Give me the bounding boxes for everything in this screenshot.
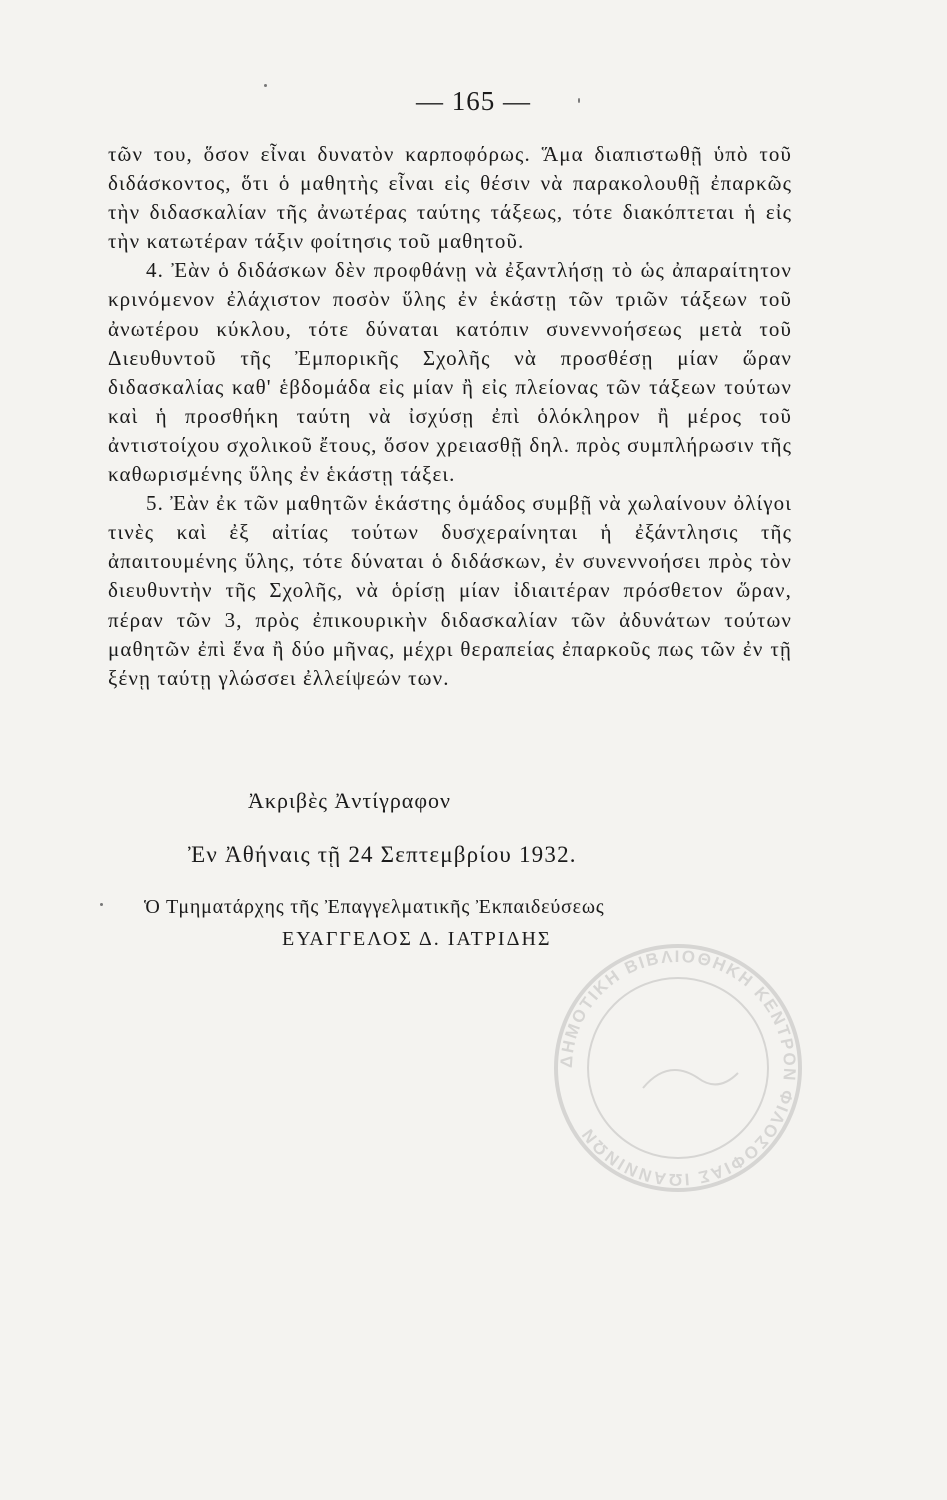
- paper-speck: [100, 903, 103, 906]
- paper-speck: [578, 98, 580, 103]
- paper-speck: [264, 84, 267, 87]
- certified-copy-note: Ἀκριβὲς Ἀντίγραφον: [248, 788, 451, 813]
- paragraph-4: 4. Ἐὰν ὁ διδάσκων δὲν προφθάνῃ νὰ ἐξαντλήσῃ τὸ ὡς ἀπαραίτητον κρινόμενον ἐλάχιστον ποσὸν ὕλης ἐν ἑκάστῃ τῶν τριῶν τάξεων τοῦ ἀνωτέρου κύκλου, τότε δύναται κατόπιν συνεννοήσεως μετὰ τοῦ Διευθυντοῦ τῆς Ἐμπορικῆς Σχολῆς νὰ προσθέσῃ μίαν ὥραν διδασκαλίας καθ' ἑβδομάδα εἰς μίαν ἢ εἰς πλείονας τῶν τάξεων τούτων καὶ ἡ προσθήκη ταύτη νὰ ἰσχύσῃ ἐπὶ ὁλόκληρον ἢ μέρος τοῦ ἀντιστοίχου σχολικοῦ ἔτους, ὅσον χρειασθῇ δηλ. πρὸς συμπλήρωσιν τῆς καθωρισμένης ὕλης ἐν ἑκάστῃ τάξει.: [108, 258, 792, 487]
- stamp-lettering: ΔΗΜΟΤΙΚΗ ΒΙΒΛΙΟΘΗΚΗ ΚΕΝΤΡΟΝ ΦΙΛΟΣΟΦΙΑΣ ΙΩΑΝΝΙΝΩΝ: [556, 946, 800, 1190]
- signatory-title: Ὁ Τμηματάρχης τῆς Ἐπαγγελματικῆς Ἐκπαιδεύσεως: [144, 896, 605, 918]
- date-line: Ἐν Ἀθήναις τῇ 24 Σεπτεμβρίου 1932.: [188, 842, 577, 867]
- paragraph-5: 5. Ἐὰν ἐκ τῶν μαθητῶν ἑκάστης ὁμάδος συμβῇ νὰ χωλαίνουν ὀλίγοι τινὲς καὶ ἐξ αἰτίας τούτων δυσχεραίνηται ἡ ἐξάντλησις τῆς ἀπαιτουμένης ὕλης, τότε δύναται ὁ διδάσκων, ἐν συνεννοήσει πρὸς τὸν διευθυντὴν τῆς Σχολῆς, νὰ ὁρίσῃ μίαν ἰδιαιτέραν πρόσθετον ὥραν, πέραν τῶν 3, πρὸς ἐπικουρικὴν διδασκαλίαν τῶν ἀδυνάτων τούτων μαθητῶν ἐπὶ ἕνα ἢ δύο μῆνας, μέχρι θεραπείας ἐπαρκοῦς πως τῶν ἐν τῇ ξένῃ ταύτῃ γλώσσει ἐλλείψεών των.: [108, 491, 792, 690]
- signatory-name: ΕΥΑΓΓΕΛΟΣ Δ. ΙΑΤΡΙΔΗΣ: [282, 928, 552, 950]
- paragraph-continuation: τῶν του, ὅσον εἶναι δυνατὸν καρποφόρως. Ἅμα διαπιστωθῇ ὑπὸ τοῦ διδάσκοντος, ὅτι ὁ μαθητὴς εἶναι εἰς θέσιν νὰ παρακολουθῇ ἐπαρκῶς τὴν διδασκαλίαν τῆς ἀνωτέρας ταύτης τάξεως, τότε διακόπτεται ἡ εἰς τὴν κατωτέραν τάξιν φοίτησις τοῦ μαθητοῦ.: [108, 142, 792, 254]
- document-body: [108, 140, 792, 693]
- library-stamp: [548, 938, 808, 1198]
- stamp-emblem: [643, 1070, 738, 1088]
- stamp-inner-ring: [588, 978, 768, 1158]
- page-number: — 165 —: [416, 86, 531, 116]
